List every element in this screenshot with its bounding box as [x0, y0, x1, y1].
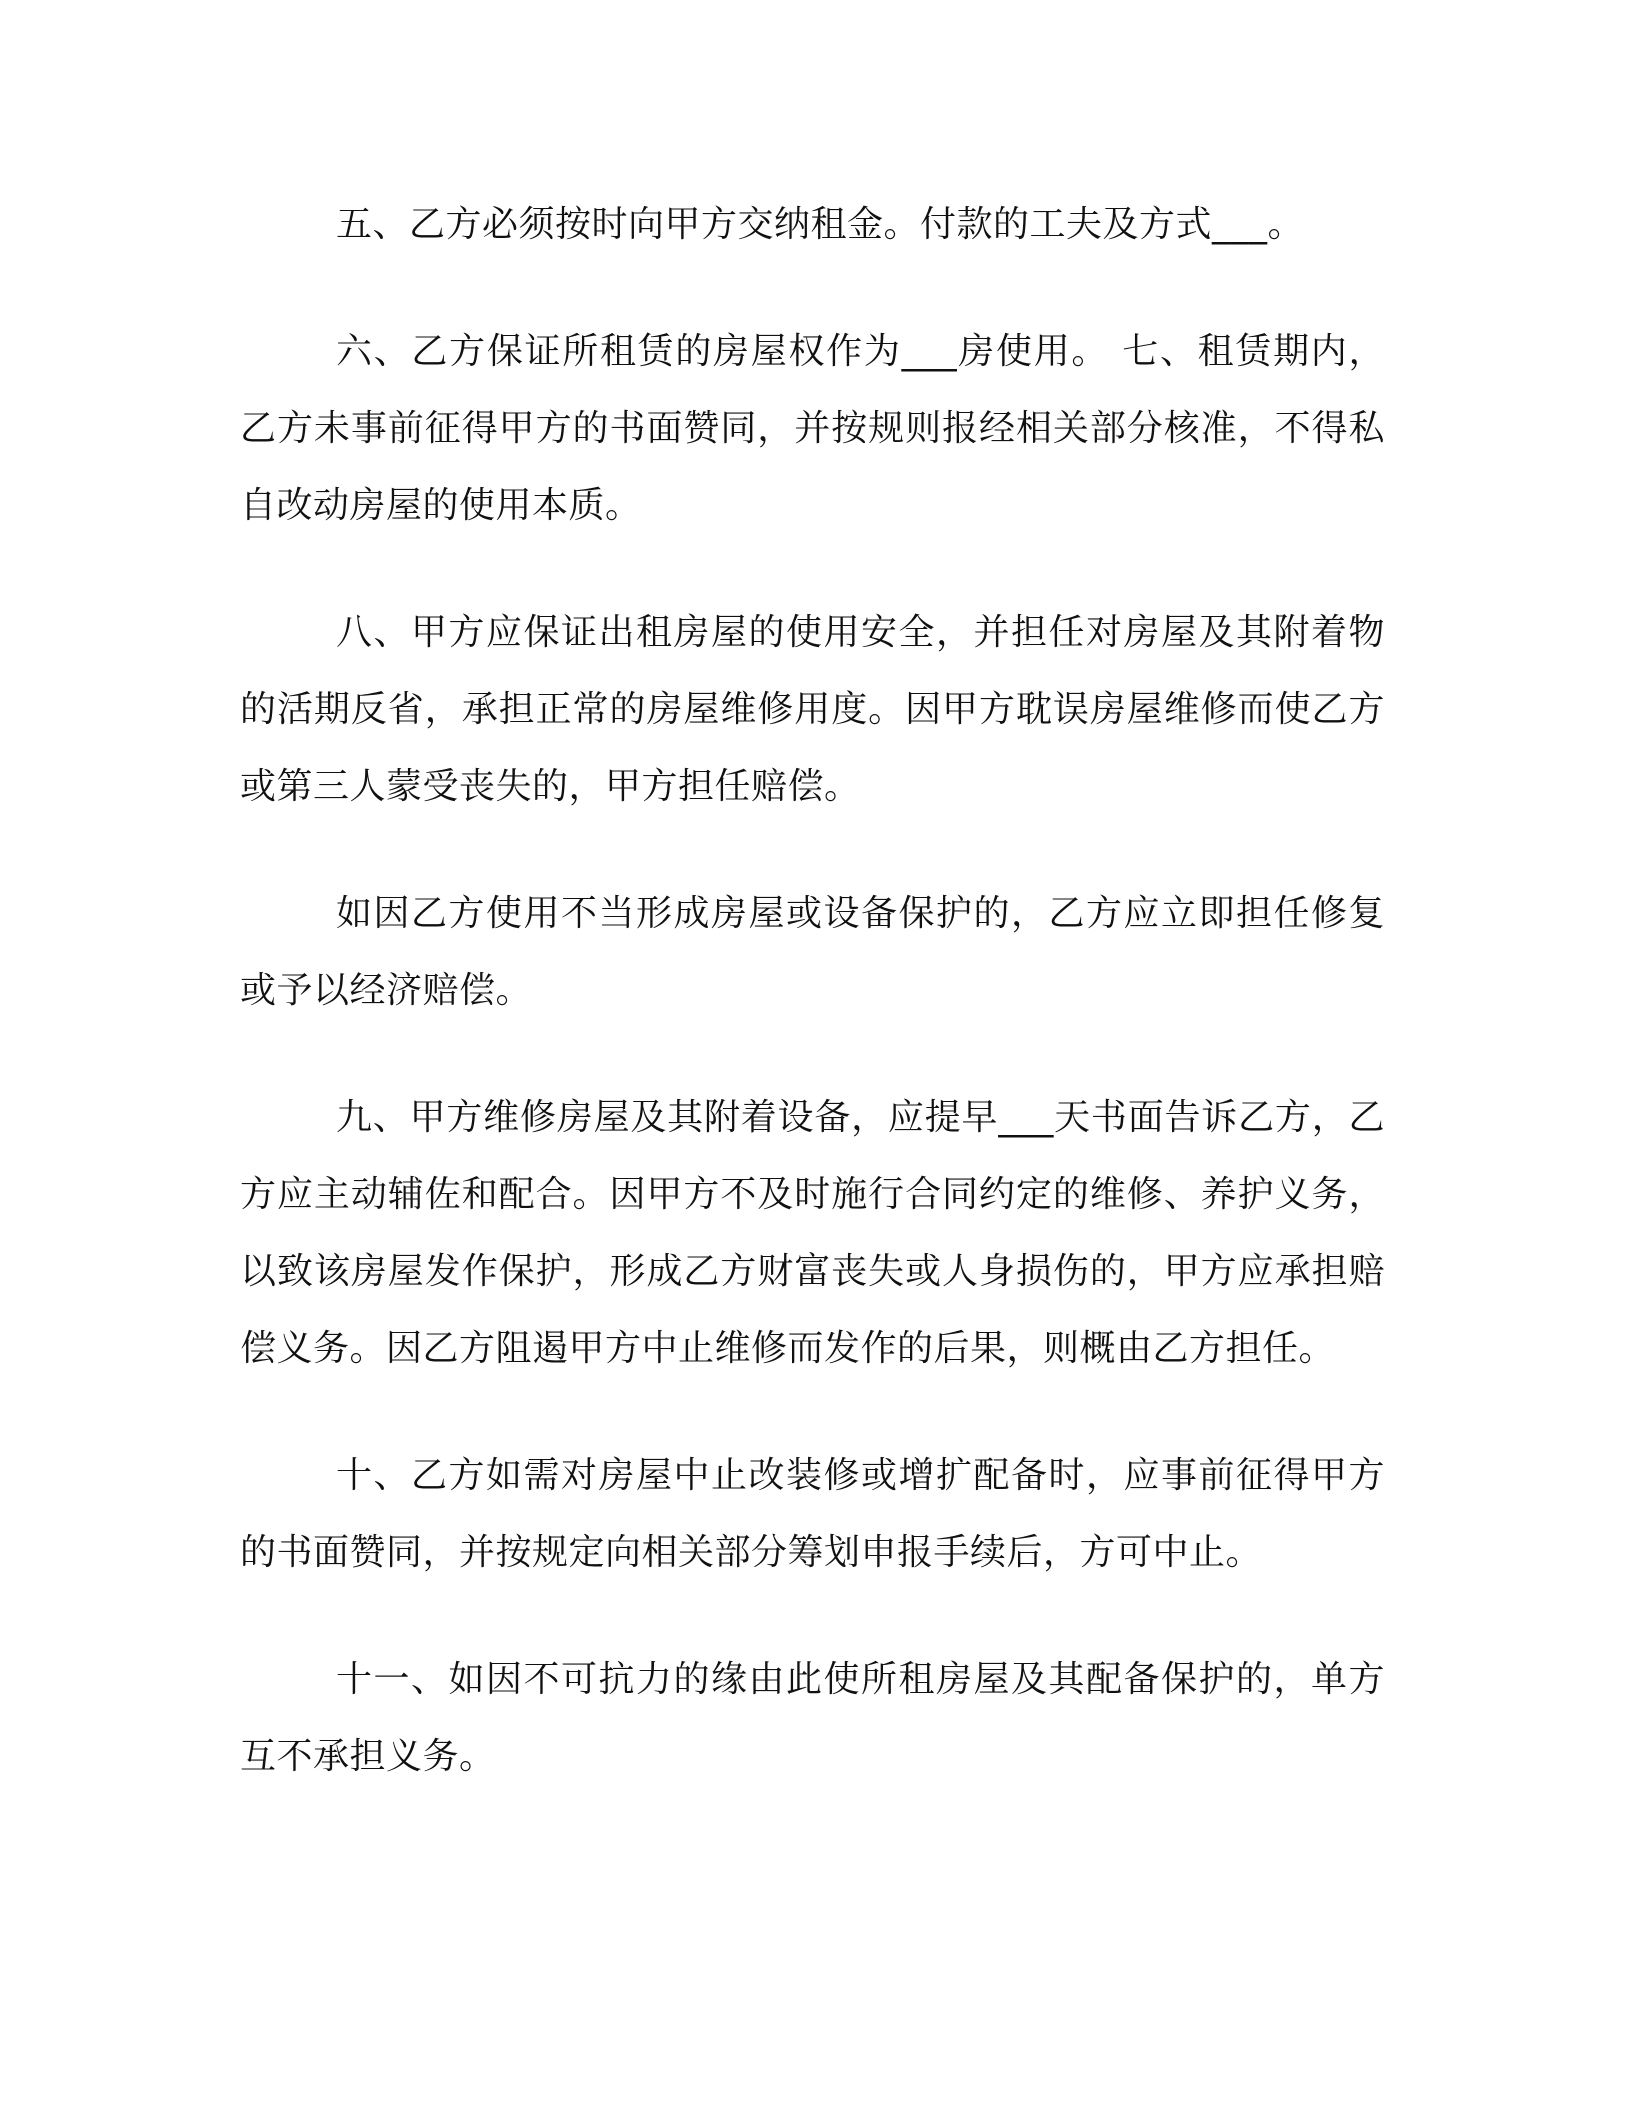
paragraph-clause-10: 十、乙方如需对房屋中止改装修或增扩配备时，应事前征得甲方的书面赞同，并按规定向相关部分筹划申报手续后，方可中止。: [240, 1455, 1385, 1573]
paragraph-clause-8: 八、甲方应保证出租房屋的使用安全，并担任对房屋及其附着物的活期反省，承担正常的房屋维修用度。因甲方耽误房屋维修而使乙方或第三人蒙受丧失的，甲方担任赔偿。: [240, 612, 1385, 807]
document-body: [240, 186, 1385, 1845]
paragraph-clause-11: 十一、如因不可抗力的缘由此使所租房屋及其配备保护的，单方互不承担义务。: [240, 1659, 1385, 1777]
paragraph-clause-9: 九、甲方维修房屋及其附着设备，应提早___天书面告诉乙方，乙方应主动辅佐和配合。因甲方不及时施行合同约定的维修、养护义务，以致该房屋发作保护，形成乙方财富丧失或人身损伤的，甲方应承担赔偿义务。因乙方阻遏甲方中止维修而发作的后果，则概由乙方担任。: [240, 1097, 1385, 1369]
paragraph-clause-5: 五、乙方必须按时向甲方交纳租金。付款的工夫及方式___。: [336, 204, 1305, 245]
paragraph-clause-6-7: 六、乙方保证所租赁的房屋权作为___房使用。 七、租赁期内，乙方未事前征得甲方的书面赞同，并按规则报经相关部分核准，不得私自改动房屋的使用本质。: [240, 331, 1385, 526]
paragraph-clause-8-supplement: 如因乙方使用不当形成房屋或设备保护的，乙方应立即担任修复或予以经济赔偿。: [240, 893, 1385, 1011]
